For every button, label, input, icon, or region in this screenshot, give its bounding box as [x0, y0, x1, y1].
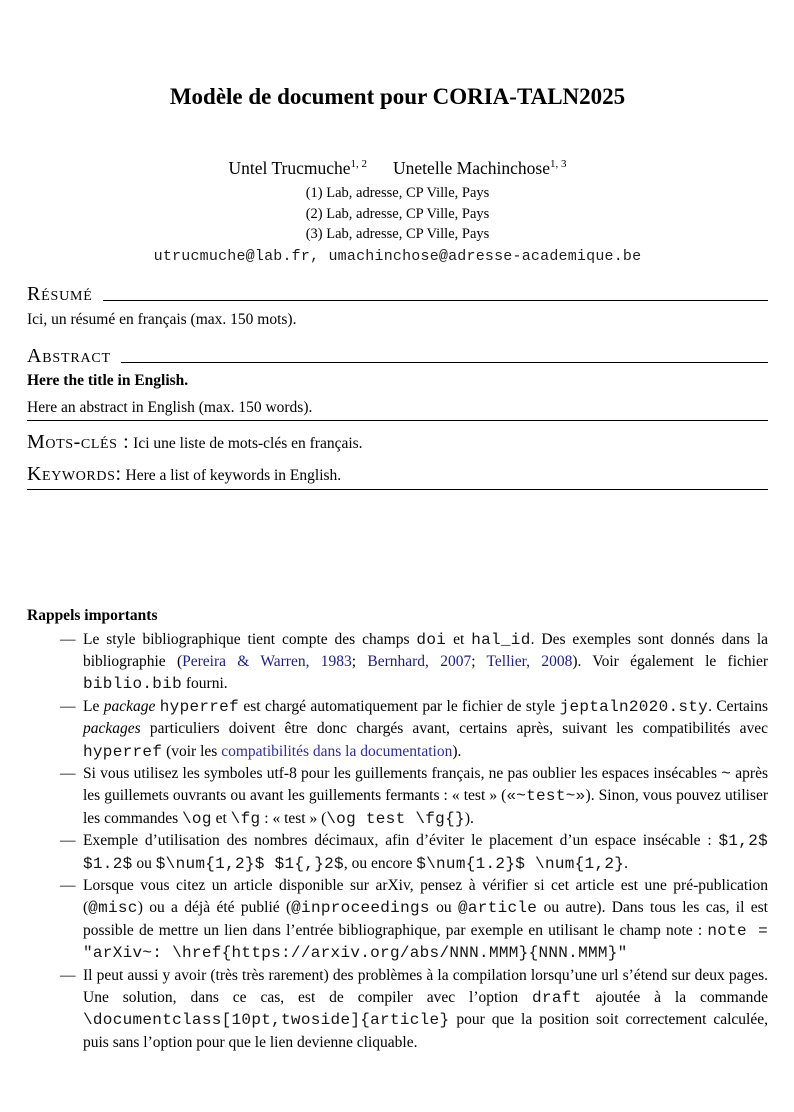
italic-text: packages	[83, 720, 141, 738]
text-run: ).	[464, 809, 474, 827]
text-run: pour que la position soit correctement calculée, puis sans l’option pour que le lien devienne cliquable.	[83, 1011, 768, 1051]
inline-code: \documentclass[10pt,twoside]{article}	[83, 1011, 450, 1030]
item-dash-marker: —	[60, 697, 76, 715]
list-item	[27, 763, 768, 830]
inline-code: doi	[416, 630, 447, 649]
text-run: Le	[83, 697, 104, 715]
doc-link[interactable]: compatibilités dans la documentation	[221, 742, 453, 760]
text-run: fourni.	[182, 675, 228, 693]
text-run: Si vous utilisez les symboles utf-8 pour les guillements français, ne pas oublier les espaces insécables	[83, 764, 722, 782]
inline-code: @article	[458, 899, 538, 918]
resume-header-row	[27, 284, 768, 305]
inline-code: hyperref	[83, 742, 163, 761]
motscles-text: Ici une liste de mots-clés en français.	[129, 434, 363, 452]
list-item	[27, 875, 768, 965]
abstract-label: Abstract	[27, 344, 111, 367]
paper-title: Modèle de document pour CORIA-TALN2025	[169, 84, 626, 109]
inline-code: hyperref	[159, 697, 239, 716]
item-dash-marker: —	[60, 876, 76, 894]
author-affiliation-marker: 1, 2	[350, 158, 368, 171]
text-run: ) ou a déjà été publié (	[137, 899, 292, 917]
rappels-heading: Rappels importants	[27, 606, 158, 624]
list-item	[27, 629, 768, 696]
text-run: .	[624, 854, 629, 872]
text-run: Lorsque vous citez un article disponible sur arXiv, pensez à vérifier si cet article est une pré-publication (	[83, 876, 768, 917]
text-run: ou	[132, 854, 156, 872]
english-title: Here the title in English.	[27, 371, 189, 389]
affiliation-line: (3) Lab, adresse, CP Ville, Pays	[305, 226, 490, 242]
resume-rule	[103, 300, 768, 301]
text-run: : « test » (	[260, 809, 327, 827]
text-run: (voir les	[162, 742, 222, 760]
author-affiliation-marker: 1, 3	[549, 158, 567, 171]
text-run: ou autre). Dans tous les cas, il est possible de mettre un lien dans l’entrée bibliographique, par exemple en utilisant le champ note :	[83, 899, 768, 939]
text-run: . Certains	[708, 697, 769, 715]
text-run: ). Sinon, vous pouvez utiliser les commandes	[83, 787, 768, 827]
text-run: , ou encore	[343, 854, 417, 872]
inline-code: biblio.bib	[83, 675, 183, 694]
text-run: . Des exemples sont donnés dans la bibliographie (	[83, 630, 769, 670]
citation-link[interactable]: Tellier, 2008	[486, 652, 573, 670]
motscles-line	[27, 432, 768, 455]
text-run: ). Voir également le fichier	[572, 652, 768, 670]
item-dash-marker: —	[60, 966, 76, 984]
inline-code: ~	[721, 764, 732, 783]
text-run: Le style bibliographique tient compte des champs	[83, 630, 417, 648]
inline-code: note = "arXiv~: \href{https://arxiv.org/abs/NNN.MMM}{NNN.MMM}"	[83, 921, 768, 963]
item-dash-marker: —	[60, 764, 76, 782]
list-item	[27, 830, 768, 875]
motscles-label: Mots-clés :	[27, 430, 130, 453]
citation-link[interactable]: Bernhard, 2007	[367, 652, 472, 670]
inline-code: @misc	[88, 899, 138, 918]
abstract-header-row	[27, 346, 768, 367]
item-text	[83, 967, 768, 1051]
item-text	[83, 765, 768, 827]
text-run: Il peut aussi y avoir (très très rarement) des problèmes à la compilation lorsqu’une url s’étend sur deux pages. Une solution, dans ce cas, est de compiler avec l’option	[83, 966, 768, 1006]
affiliation-line: (1) Lab, adresse, CP Ville, Pays	[305, 185, 490, 201]
author-name-text: Unetelle Machinchose	[393, 158, 550, 178]
item-text	[83, 832, 768, 871]
inline-code: hal_id	[471, 630, 531, 649]
list-item	[27, 696, 768, 763]
italic-text: package	[103, 697, 156, 715]
text-run: et	[211, 809, 231, 827]
text-run: ).	[452, 742, 462, 760]
item-text	[83, 877, 768, 961]
resume-label: Résumé	[27, 282, 93, 305]
item-dash-marker: —	[60, 832, 76, 850]
inline-code: jeptaln2020.sty	[559, 697, 709, 716]
affiliations-block	[27, 183, 768, 245]
text-run: après les guillemets ouvrants ou avant les guillements fermants : « test » (	[83, 764, 768, 805]
keywords-label: Keywords:	[27, 462, 122, 485]
citation-link[interactable]: Pereira & Warren, 1983	[182, 652, 352, 670]
rappels-list	[27, 629, 768, 1055]
text-run: ;	[351, 652, 368, 670]
item-text	[83, 698, 768, 760]
text-run: et	[446, 630, 472, 648]
inline-code: \og test \fg{}	[326, 809, 465, 828]
inline-code: $1,2$ $1.2$	[83, 832, 768, 873]
abstract-closing-rule	[27, 489, 768, 490]
author-name	[393, 158, 566, 178]
resume-text: Ici, un résumé en français (max. 150 mots).	[27, 310, 297, 328]
author-name	[229, 158, 368, 178]
text-run: particuliers doivent être donc chargés avant, certains après, suivant les compatibilités avec	[140, 720, 768, 738]
inline-code: @inproceedings	[291, 899, 430, 918]
inline-code: $\num{1,2}$ $1{,}2$	[155, 854, 344, 873]
english-abstract: Here an abstract in English (max. 150 words).	[27, 400, 768, 421]
text-run: ;	[471, 652, 487, 670]
inline-code: \fg	[230, 809, 261, 828]
keywords-line	[27, 464, 768, 487]
keywords-text: Here a list of keywords in English.	[121, 466, 342, 484]
author-name-text: Untel Trucmuche	[228, 158, 351, 178]
text-run: ajoutée à la commande	[581, 989, 768, 1006]
inline-code: \og	[182, 809, 212, 828]
item-dash-marker: —	[60, 630, 76, 648]
inline-code: $\num{1.2}$ \num{1,2}	[416, 854, 625, 873]
inline-code: «~test~»	[506, 787, 586, 806]
text-run: est chargé automatiquement par le fichier de style	[238, 697, 560, 715]
inline-code: draft	[532, 989, 582, 1007]
text-run: Exemple d’utilisation des nombres décimaux, afin d’éviter le placement d’un espace insécable :	[83, 832, 719, 850]
item-text	[83, 631, 768, 693]
list-item	[27, 965, 768, 1055]
text-run: ou	[429, 899, 458, 917]
author-row	[27, 156, 768, 180]
affiliation-line: (2) Lab, adresse, CP Ville, Pays	[305, 205, 490, 222]
abstract-rule	[121, 362, 768, 363]
author-emails[interactable]: utrucmuche@lab.fr, umachinchose@adresse-academique.be	[153, 247, 642, 265]
